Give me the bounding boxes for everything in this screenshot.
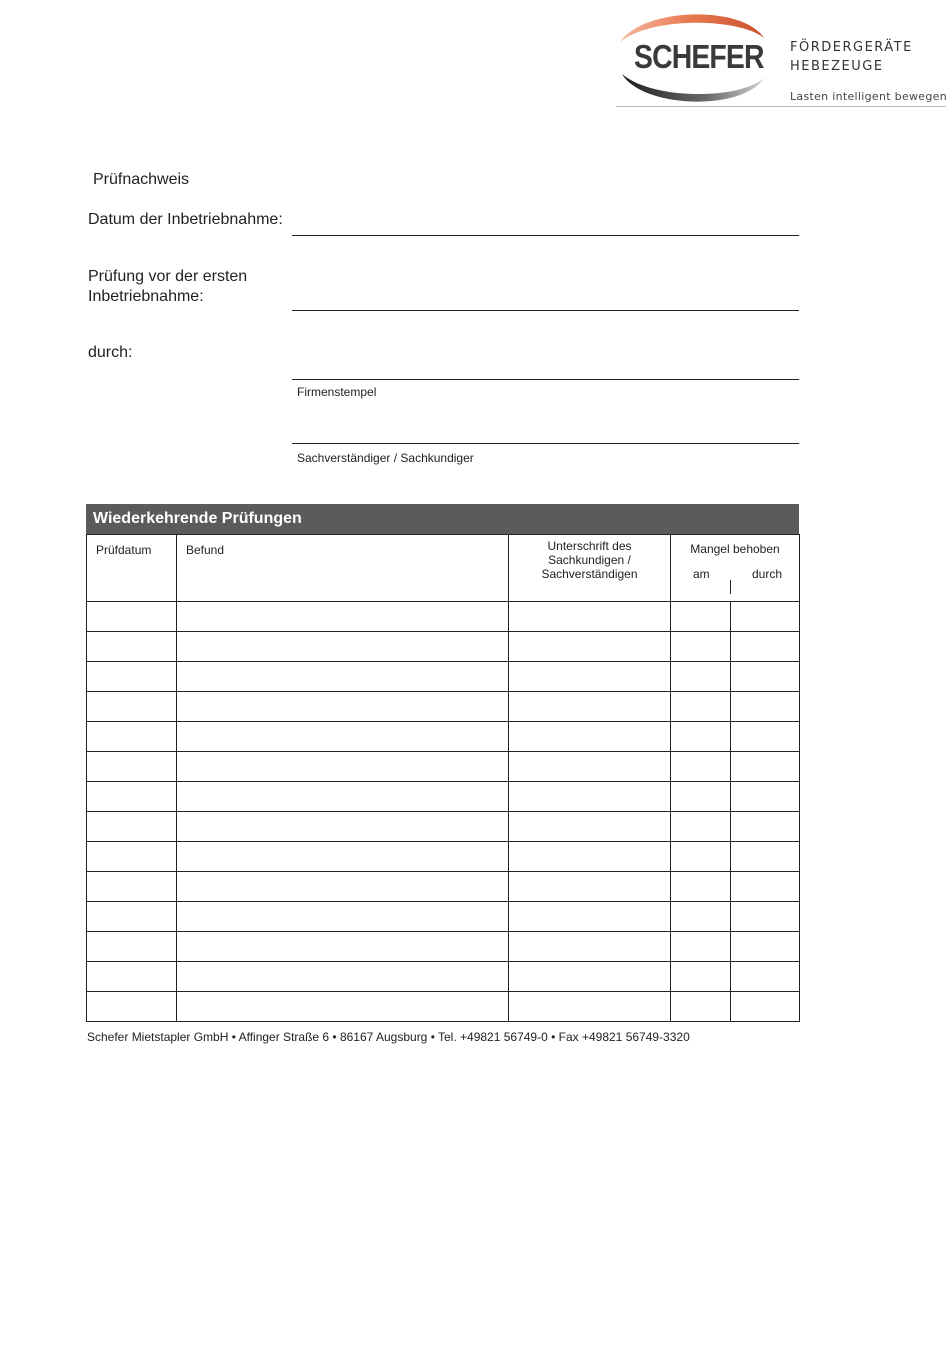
signature-cell[interactable] bbox=[509, 722, 671, 752]
commissioning-date-field[interactable] bbox=[292, 235, 799, 236]
table-row bbox=[87, 962, 800, 992]
table-row bbox=[87, 602, 800, 632]
finding-cell[interactable] bbox=[177, 782, 509, 812]
logo-divider bbox=[616, 106, 946, 107]
header-signature bbox=[509, 535, 671, 602]
fixed-on-cell[interactable] bbox=[671, 992, 731, 1022]
signature-cell[interactable] bbox=[509, 602, 671, 632]
signature-cell[interactable] bbox=[509, 962, 671, 992]
table-row bbox=[87, 842, 800, 872]
signature-cell[interactable] bbox=[509, 692, 671, 722]
date-cell[interactable] bbox=[87, 812, 177, 842]
table-row bbox=[87, 722, 800, 752]
by-label: durch: bbox=[88, 344, 133, 361]
fixed-on-cell[interactable] bbox=[671, 752, 731, 782]
footer-address: Schefer Mietstapler GmbH • Affinger Straße 6 • 86167 Augsburg • Tel. +49821 56749-0 • Fax +49821 56749-3320 bbox=[87, 1030, 690, 1044]
expert-caption: Sachverständiger / Sachkundiger bbox=[297, 451, 474, 465]
finding-cell[interactable] bbox=[177, 722, 509, 752]
header-signature-line1: Unterschrift des bbox=[547, 539, 632, 553]
fixed-by-cell[interactable] bbox=[731, 752, 800, 782]
fixed-by-cell[interactable] bbox=[731, 602, 800, 632]
header-signature-line2: Sachkundigen / bbox=[548, 553, 631, 567]
signature-cell[interactable] bbox=[509, 992, 671, 1022]
signature-cell[interactable] bbox=[509, 932, 671, 962]
fixed-by-cell[interactable] bbox=[731, 962, 800, 992]
table-row bbox=[87, 752, 800, 782]
fixed-on-cell[interactable] bbox=[671, 962, 731, 992]
fixed-on-cell[interactable] bbox=[671, 722, 731, 752]
form-title: Prüfnachweis bbox=[93, 171, 190, 188]
fixed-on-cell[interactable] bbox=[671, 692, 731, 722]
fixed-by-cell[interactable] bbox=[731, 812, 800, 842]
date-cell[interactable] bbox=[87, 962, 177, 992]
signature-cell[interactable] bbox=[509, 662, 671, 692]
logo-line-2: HEBEZEUGE bbox=[790, 59, 884, 74]
date-cell[interactable] bbox=[87, 932, 177, 962]
date-cell[interactable] bbox=[87, 752, 177, 782]
finding-cell[interactable] bbox=[177, 602, 509, 632]
table-row bbox=[87, 782, 800, 812]
finding-cell[interactable] bbox=[177, 932, 509, 962]
date-cell[interactable] bbox=[87, 872, 177, 902]
date-cell[interactable] bbox=[87, 602, 177, 632]
table-row bbox=[87, 632, 800, 662]
header-finding: Befund bbox=[177, 535, 509, 602]
fixed-by-cell[interactable] bbox=[731, 992, 800, 1022]
stamp-caption: Firmenstempel bbox=[297, 385, 377, 399]
table-row bbox=[87, 902, 800, 932]
inspections-table bbox=[86, 504, 799, 1022]
fixed-by-cell[interactable] bbox=[731, 662, 800, 692]
finding-cell[interactable] bbox=[177, 812, 509, 842]
logo-line-1: FÖRDERGERÄTE bbox=[790, 40, 913, 55]
header-on: am bbox=[693, 567, 710, 581]
fixed-on-cell[interactable] bbox=[671, 662, 731, 692]
fixed-on-cell[interactable] bbox=[671, 602, 731, 632]
signature-cell[interactable] bbox=[509, 812, 671, 842]
fixed-by-cell[interactable] bbox=[731, 842, 800, 872]
finding-cell[interactable] bbox=[177, 962, 509, 992]
fixed-by-cell[interactable] bbox=[731, 872, 800, 902]
table-row bbox=[87, 662, 800, 692]
signature-cell[interactable] bbox=[509, 842, 671, 872]
date-cell[interactable] bbox=[87, 782, 177, 812]
finding-cell[interactable] bbox=[177, 842, 509, 872]
first-check-label-line1: Prüfung vor der ersten bbox=[88, 268, 248, 285]
table-header-row bbox=[87, 535, 800, 602]
fixed-on-cell[interactable] bbox=[671, 932, 731, 962]
date-cell[interactable] bbox=[87, 662, 177, 692]
date-cell[interactable] bbox=[87, 992, 177, 1022]
finding-cell[interactable] bbox=[177, 902, 509, 932]
fixed-on-cell[interactable] bbox=[671, 812, 731, 842]
company-logo bbox=[612, 8, 947, 108]
signature-cell[interactable] bbox=[509, 632, 671, 662]
fixed-by-cell[interactable] bbox=[731, 632, 800, 662]
first-check-label-line2: Inbetriebnahme: bbox=[88, 288, 204, 305]
table-row bbox=[87, 992, 800, 1022]
table-row bbox=[87, 872, 800, 902]
header-defect-fixed-label: Mangel behoben bbox=[690, 542, 780, 556]
date-cell[interactable] bbox=[87, 842, 177, 872]
fixed-by-cell[interactable] bbox=[731, 722, 800, 752]
table-title: Wiederkehrende Prüfungen bbox=[86, 504, 799, 534]
signature-cell[interactable] bbox=[509, 872, 671, 902]
signature-cell[interactable] bbox=[509, 782, 671, 812]
logo-wordmark: SCHEFER bbox=[634, 38, 764, 75]
header-split-line bbox=[730, 580, 731, 594]
finding-cell[interactable] bbox=[177, 752, 509, 782]
finding-cell[interactable] bbox=[177, 662, 509, 692]
header-defect-fixed bbox=[671, 535, 800, 602]
fixed-on-cell[interactable] bbox=[671, 632, 731, 662]
commissioning-date-label: Datum der Inbetriebnahme: bbox=[88, 211, 283, 228]
fixed-on-cell[interactable] bbox=[671, 872, 731, 902]
table-row bbox=[87, 692, 800, 722]
fixed-by-cell[interactable] bbox=[731, 932, 800, 962]
company-stamp-field[interactable] bbox=[292, 379, 799, 380]
finding-cell[interactable] bbox=[177, 632, 509, 662]
date-cell[interactable] bbox=[87, 692, 177, 722]
header-signature-line3: Sachverständigen bbox=[541, 567, 638, 581]
date-cell[interactable] bbox=[87, 722, 177, 752]
table-row bbox=[87, 812, 800, 842]
fixed-by-cell[interactable] bbox=[731, 782, 800, 812]
inspections-grid bbox=[86, 534, 800, 1022]
date-cell[interactable] bbox=[87, 632, 177, 662]
fixed-on-cell[interactable] bbox=[671, 782, 731, 812]
first-check-field[interactable] bbox=[292, 310, 799, 311]
table-row bbox=[87, 932, 800, 962]
signature-cell[interactable] bbox=[509, 752, 671, 782]
fixed-on-cell[interactable] bbox=[671, 902, 731, 932]
fixed-on-cell[interactable] bbox=[671, 842, 731, 872]
finding-cell[interactable] bbox=[177, 992, 509, 1022]
fixed-by-cell[interactable] bbox=[731, 902, 800, 932]
date-cell[interactable] bbox=[87, 902, 177, 932]
finding-cell[interactable] bbox=[177, 872, 509, 902]
header-date: Prüfdatum bbox=[87, 535, 177, 602]
fixed-by-cell[interactable] bbox=[731, 692, 800, 722]
logo-tagline: Lasten intelligent bewegen bbox=[790, 90, 947, 103]
finding-cell[interactable] bbox=[177, 692, 509, 722]
header-by: durch bbox=[751, 567, 782, 581]
expert-signature-field[interactable] bbox=[292, 443, 799, 444]
table-body bbox=[87, 602, 800, 1022]
signature-cell[interactable] bbox=[509, 902, 671, 932]
